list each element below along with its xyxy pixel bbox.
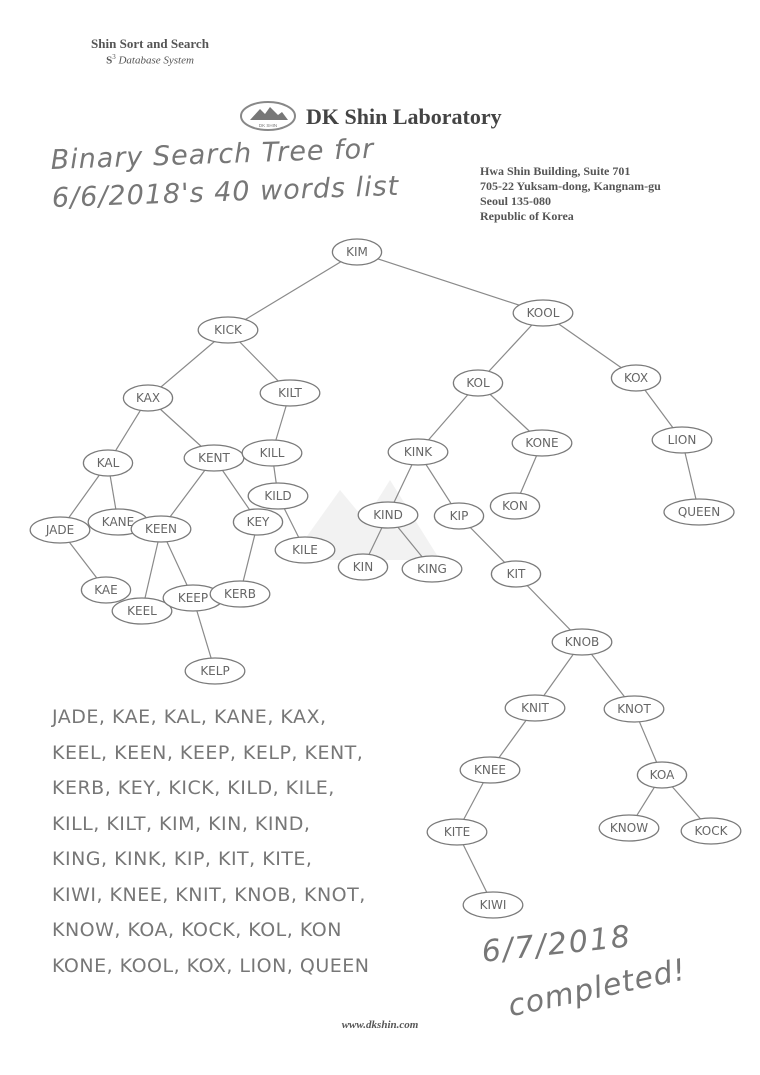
tree-node-label: QUEEN bbox=[677, 505, 721, 519]
word-list bbox=[52, 700, 412, 984]
tree-node-king bbox=[402, 556, 462, 582]
tree-edge-kim-kool bbox=[357, 252, 543, 313]
tree-node-label: KINK bbox=[403, 445, 433, 459]
tree-node-kiwi bbox=[463, 892, 523, 918]
tree-node-kone bbox=[512, 430, 572, 456]
tree-node-label: KNOB bbox=[564, 635, 600, 649]
tree-node-label: KOX bbox=[623, 371, 649, 385]
completion-date: 6/7/2018 bbox=[480, 919, 634, 970]
subtitle-superscript: 3 bbox=[112, 53, 116, 61]
address-line: Seoul 135-080 bbox=[480, 194, 552, 208]
tree-node-knot bbox=[604, 696, 664, 722]
tree-node-kock bbox=[681, 818, 741, 844]
tree-node-label: KICK bbox=[214, 323, 242, 337]
tree-node-label: KOA bbox=[649, 768, 675, 782]
tree-node-kin bbox=[338, 554, 387, 580]
tree-node-label: JADE bbox=[45, 523, 75, 537]
tree-node-label: KILE bbox=[292, 543, 318, 557]
footer-url: www.dkshin.com bbox=[341, 1019, 419, 1031]
tree-node-label: LION bbox=[667, 433, 697, 447]
tree-node-label: KAX bbox=[135, 391, 161, 405]
tree-node-label: KONE bbox=[525, 436, 559, 450]
tree-node-kilt bbox=[260, 380, 320, 406]
tree-node-kox bbox=[611, 365, 660, 391]
handwritten-title-line: 6/6/2018's 40 words list bbox=[51, 170, 400, 214]
word-list-line: KONE, KOOL, KOX, LION, QUEEN bbox=[52, 954, 370, 977]
tree-node-label: KELP bbox=[200, 664, 230, 678]
address-line: Hwa Shin Building, Suite 701 bbox=[480, 164, 631, 178]
tree-edge-kim-kick bbox=[228, 252, 357, 330]
tree-node-label: KIM bbox=[346, 245, 368, 259]
tree-node-label: KANE bbox=[101, 515, 135, 529]
tree-node-kim bbox=[332, 239, 381, 265]
tree-node-keen bbox=[131, 516, 191, 542]
tree-node-kild bbox=[248, 483, 308, 509]
word-list-line: KIWI, KNEE, KNIT, KNOB, KNOT, bbox=[52, 883, 366, 906]
tree-node-label: KEEL bbox=[127, 604, 157, 618]
tree-node-know bbox=[599, 815, 659, 841]
tree-node-label: KOL bbox=[466, 376, 490, 390]
subtitle-prefix: S bbox=[106, 54, 113, 67]
tree-node-kon bbox=[490, 493, 539, 519]
tree-node-label: KON bbox=[502, 499, 528, 513]
tree-node-kax bbox=[123, 385, 172, 411]
tree-node-kool bbox=[513, 300, 573, 326]
tree-node-label: KERB bbox=[223, 587, 257, 601]
completion-note: completed! bbox=[505, 952, 690, 1025]
tree-node-label: KEEP bbox=[177, 591, 209, 605]
word-list-line: JADE, KAE, KAL, KANE, KAX, bbox=[52, 706, 327, 728]
tree-node-lion bbox=[652, 427, 712, 453]
tree-node-label: KIT bbox=[506, 567, 526, 581]
tree-node-kerb bbox=[210, 581, 270, 607]
word-list-line: KERB, KEY, KICK, KILD, KILE, bbox=[52, 777, 335, 799]
tree-node-kelp bbox=[185, 658, 245, 684]
tree-node-key bbox=[233, 509, 282, 535]
tree-node-label: KIWI bbox=[479, 898, 507, 912]
tree-node-label: KING bbox=[417, 562, 447, 576]
address-line: 705-22 Yuksam-dong, Kangnam-gu bbox=[480, 179, 661, 193]
word-list-line: KEEL, KEEN, KEEP, KELP, KENT, bbox=[52, 741, 364, 764]
handwritten-title-line: Binary Search Tree for bbox=[50, 133, 375, 176]
address-line: Republic of Korea bbox=[480, 209, 574, 223]
tree-node-label: KAE bbox=[94, 583, 118, 597]
tree-node-label: KEY bbox=[246, 515, 270, 529]
tree-node-label: KEEN bbox=[144, 522, 178, 536]
tree-node-kile bbox=[275, 537, 335, 563]
system-title: Shin Sort and Search bbox=[91, 36, 209, 51]
tree-node-keel bbox=[112, 598, 172, 624]
tree-node-label: KIN bbox=[352, 560, 374, 574]
word-list-line: KNOW, KOA, KOCK, KOL, KON bbox=[52, 919, 342, 941]
logo-text: DK SHIN bbox=[258, 123, 278, 128]
tree-node-label: KNIT bbox=[521, 701, 549, 715]
tree-node-kal bbox=[83, 450, 132, 476]
tree-node-kite bbox=[427, 819, 487, 845]
tree-node-label: KNEE bbox=[473, 763, 507, 777]
tree-node-label: KAL bbox=[96, 456, 120, 470]
subtitle-rest: Database System bbox=[115, 54, 194, 67]
word-list-line: KILL, KILT, KIM, KIN, KIND, bbox=[52, 812, 311, 835]
tree-node-kip bbox=[434, 503, 483, 529]
tree-node-kol bbox=[453, 370, 502, 396]
tree-node-knee bbox=[460, 757, 520, 783]
tree-node-kind bbox=[358, 502, 418, 528]
tree-node-label: KOCK bbox=[694, 824, 728, 838]
tree-node-label: KOOL bbox=[526, 306, 560, 320]
tree-node-label: KNOW bbox=[609, 821, 649, 835]
tree-node-kink bbox=[388, 439, 448, 465]
tree-node-kit bbox=[491, 561, 540, 587]
tree-node-knob bbox=[552, 629, 612, 655]
tree-node-jade bbox=[30, 517, 90, 543]
tree-node-label: KITE bbox=[443, 825, 471, 839]
tree-node-queen bbox=[664, 499, 734, 525]
tree-node-label: KILL bbox=[259, 446, 285, 460]
tree-node-kill bbox=[242, 440, 302, 466]
tree-node-label: KNOT bbox=[617, 702, 651, 716]
tree-node-kae bbox=[81, 577, 130, 603]
tree-node-label: KIND bbox=[373, 508, 403, 522]
tree-node-label: KILD bbox=[264, 489, 292, 503]
tree-node-kick bbox=[198, 317, 258, 343]
tree-node-knit bbox=[505, 695, 565, 721]
tree-node-label: KILT bbox=[278, 386, 302, 400]
word-list-line: KING, KINK, KIP, KIT, KITE, bbox=[52, 848, 313, 870]
tree-node-label: KIP bbox=[449, 509, 469, 523]
tree-node-label: KENT bbox=[198, 451, 230, 465]
tree-node-kent bbox=[184, 445, 244, 471]
tree-node-koa bbox=[637, 762, 686, 788]
lab-name: DK Shin Laboratory bbox=[306, 104, 502, 129]
